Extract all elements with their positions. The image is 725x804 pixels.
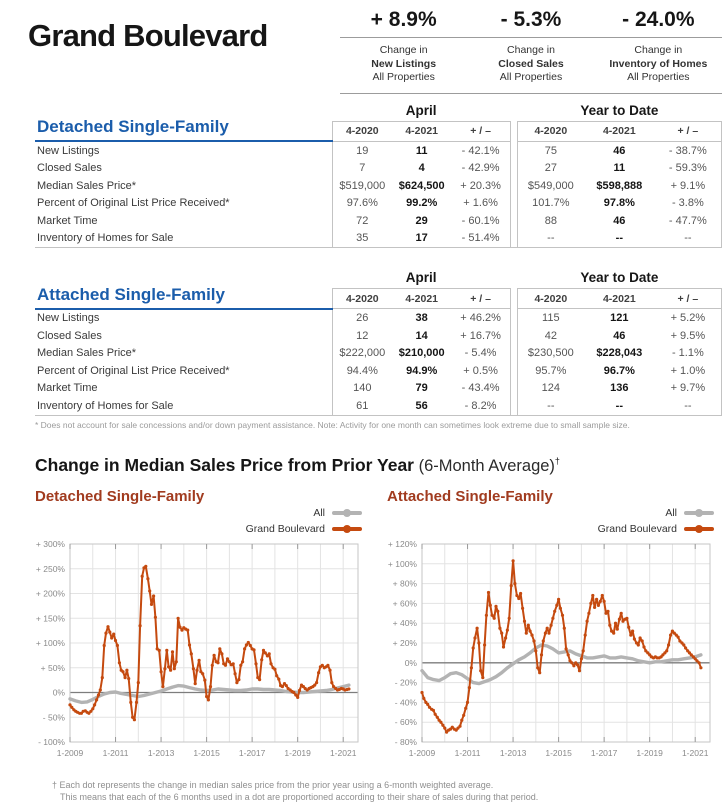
legend-label-subject: Grand Boulevard <box>245 522 325 535</box>
table-row <box>35 345 722 363</box>
svg-text:+ 300%: + 300% <box>35 538 65 549</box>
svg-text:1-2015: 1-2015 <box>545 747 572 758</box>
svg-text:1-2021: 1-2021 <box>329 747 357 758</box>
svg-text:1-2017: 1-2017 <box>238 747 266 758</box>
column-gap <box>510 309 517 328</box>
col-header: + / – <box>452 289 511 309</box>
svg-text:1-2013: 1-2013 <box>499 747 527 758</box>
attached-chart-canvas <box>380 538 720 770</box>
attached-single-family-table <box>35 270 722 416</box>
svg-text:1-2019: 1-2019 <box>284 747 311 758</box>
svg-text:1-2011: 1-2011 <box>102 747 129 758</box>
cell-ytd-change: + 1.0% <box>655 362 722 380</box>
col-header: 4-2021 <box>584 289 655 309</box>
cell-april-change: - 43.4% <box>452 380 511 398</box>
svg-text:+ 50%: + 50% <box>40 662 65 673</box>
cell-ytd-current: -- <box>584 230 655 248</box>
col-header: 4-2021 <box>392 289 452 309</box>
row-label: Closed Sales <box>37 329 102 342</box>
column-gap <box>510 327 517 345</box>
svg-text:1-2021: 1-2021 <box>681 747 709 758</box>
legend-label-all: All <box>665 506 677 519</box>
cell-april-current: 56 <box>392 397 452 415</box>
row-label: New Listings <box>37 144 100 157</box>
column-gap <box>510 103 517 142</box>
cell-ytd-change: - 1.1% <box>655 345 722 363</box>
cell-april-prior: 94.4% <box>332 362 392 380</box>
cell-ytd-current: 11 <box>613 162 626 175</box>
header-stats <box>340 8 722 94</box>
table-row <box>35 380 722 398</box>
svg-text:- 60%: - 60% <box>394 716 417 727</box>
table-row <box>35 230 722 248</box>
cell-ytd-current: 97.8% <box>603 197 635 210</box>
cell-april-prior: 97.6% <box>332 195 392 213</box>
svg-text:1-2013: 1-2013 <box>147 747 175 758</box>
svg-text:- 20%: - 20% <box>394 677 417 688</box>
stat-closed-sales-value: - 5.3% <box>500 8 562 31</box>
cell-ytd-change: + 9.7% <box>655 380 722 398</box>
col-header: 4-2020 <box>332 289 392 309</box>
column-gap <box>510 160 517 178</box>
col-header: + / – <box>655 121 722 141</box>
cell-april-change: - 42.1% <box>452 141 511 160</box>
table-row <box>35 309 722 328</box>
cell-ytd-prior: 124 <box>517 380 584 398</box>
cell-ytd-prior: 101.7% <box>517 195 584 213</box>
col-header: + / – <box>452 121 511 141</box>
table-row <box>35 141 722 160</box>
svg-text:+ 60%: + 60% <box>392 597 417 608</box>
page-title: Grand Boulevard <box>28 18 268 53</box>
cell-ytd-prior: 27 <box>517 160 584 178</box>
cell-ytd-current: 46 <box>613 144 626 157</box>
col-header: 4-2021 <box>584 121 655 141</box>
column-gap <box>510 362 517 380</box>
cell-april-change: + 0.5% <box>452 362 511 380</box>
svg-text:+ 100%: + 100% <box>35 637 65 648</box>
group-header-april: April <box>405 102 437 118</box>
cell-ytd-current: 136 <box>610 382 629 395</box>
svg-text:1-2017: 1-2017 <box>590 747 618 758</box>
cell-april-prior: 26 <box>332 309 392 328</box>
cell-april-change: - 8.2% <box>452 397 511 415</box>
stat-new-listings-value: + 8.9% <box>370 8 437 31</box>
table-row <box>35 195 722 213</box>
detached-single-family-table <box>35 103 722 249</box>
table-row <box>35 327 722 345</box>
group-header-ytd: Year to Date <box>580 102 659 118</box>
cell-ytd-current: $598,888 <box>596 179 643 192</box>
table-title: Detached Single-Family <box>37 117 229 136</box>
cell-april-current: 11 <box>415 144 428 157</box>
column-gap <box>510 345 517 363</box>
all-series-line <box>422 645 701 684</box>
table-title: Attached Single-Family <box>37 284 225 304</box>
cell-april-change: - 51.4% <box>452 230 511 248</box>
column-gap <box>510 397 517 415</box>
cell-april-prior: 19 <box>332 141 392 160</box>
col-header: 4-2021 <box>392 121 452 141</box>
column-gap <box>510 230 517 248</box>
table-row <box>35 160 722 178</box>
cell-ytd-current: 121 <box>610 312 629 324</box>
detached-chart-canvas <box>28 538 368 770</box>
svg-text:+ 40%: + 40% <box>392 617 417 628</box>
cell-april-prior: 12 <box>332 327 392 345</box>
detached-chart-block <box>28 488 368 770</box>
row-label: Percent of Original List Price Received* <box>37 364 230 377</box>
chart-legend <box>246 505 362 537</box>
cell-april-prior: $222,000 <box>332 345 392 363</box>
cell-april-current: 94.9% <box>406 364 438 377</box>
cell-april-current: $624,500 <box>398 179 445 192</box>
column-gap <box>510 195 517 213</box>
group-header-april: April <box>405 270 437 285</box>
cell-ytd-change: + 9.5% <box>655 327 722 345</box>
cell-april-current: $210,000 <box>398 347 445 360</box>
cell-ytd-prior: -- <box>517 230 584 248</box>
cell-ytd-change: -- <box>655 230 722 248</box>
cell-april-change: + 20.3% <box>452 177 511 195</box>
stat-inventory-value: - 24.0% <box>622 8 695 31</box>
cell-ytd-change: - 47.7% <box>655 212 722 230</box>
svg-text:- 100%: - 100% <box>38 736 65 747</box>
cell-april-current: 14 <box>415 329 428 342</box>
row-label: Median Sales Price* <box>37 347 137 360</box>
cell-april-current: 99.2% <box>406 197 438 210</box>
col-header: + / – <box>655 289 722 309</box>
cell-ytd-prior: $549,000 <box>517 177 584 195</box>
grand-boulevard-series-swatch-icon <box>332 527 362 531</box>
svg-text:0%: 0% <box>52 687 65 697</box>
cell-ytd-prior: 95.7% <box>517 362 584 380</box>
cell-ytd-prior: 115 <box>517 309 584 328</box>
chart-section-title: Change in Median Sales Price from Prior Year (6-Month Average)† <box>35 454 560 475</box>
cell-april-prior: 140 <box>332 380 392 398</box>
cell-ytd-change: + 5.2% <box>655 309 722 328</box>
cell-ytd-change: -- <box>655 397 722 415</box>
grand-boulevard-series-line <box>422 560 701 731</box>
cell-april-change: + 16.7% <box>452 327 511 345</box>
cell-ytd-current: $228,043 <box>596 347 643 360</box>
table-row <box>35 397 722 415</box>
stat-closed-sales-label: Change in Closed Sales All Properties <box>498 44 564 83</box>
row-label: New Listings <box>37 312 100 325</box>
column-gap <box>510 380 517 398</box>
cell-ytd-change: - 59.3% <box>655 160 722 178</box>
cell-april-change: + 46.2% <box>452 309 511 328</box>
svg-text:1-2019: 1-2019 <box>636 747 663 758</box>
svg-text:+ 200%: + 200% <box>35 588 65 598</box>
chart-title: Detached Single-Family <box>35 487 205 505</box>
svg-text:+ 100%: + 100% <box>387 558 417 569</box>
cell-april-prior: $519,000 <box>332 177 392 195</box>
all-series-swatch-icon <box>332 511 362 515</box>
column-gap <box>510 270 517 309</box>
chart-legend <box>598 505 714 537</box>
svg-text:0%: 0% <box>404 657 417 668</box>
cell-ytd-prior: 75 <box>517 141 584 160</box>
svg-text:1-2015: 1-2015 <box>193 747 220 758</box>
cell-april-current: 29 <box>415 214 428 227</box>
cell-ytd-prior: 88 <box>517 212 584 230</box>
svg-text:1-2009: 1-2009 <box>56 747 84 758</box>
row-label: Percent of Original List Price Received* <box>37 197 230 210</box>
svg-text:- 50%: - 50% <box>42 711 65 722</box>
cell-april-change: - 5.4% <box>452 345 511 363</box>
row-label: Closed Sales <box>37 162 102 175</box>
row-label: Median Sales Price* <box>37 179 137 192</box>
cell-april-change: + 1.6% <box>452 195 511 213</box>
cell-ytd-current: 96.7% <box>603 364 635 377</box>
report-header <box>0 0 725 94</box>
table-row <box>35 212 722 230</box>
cell-ytd-current: 46 <box>613 329 626 342</box>
svg-text:- 80%: - 80% <box>394 736 417 747</box>
cell-april-prior: 7 <box>332 160 392 178</box>
legend-label-all: All <box>313 506 325 519</box>
cell-ytd-current: 46 <box>613 214 626 227</box>
all-series-swatch-icon <box>684 511 714 515</box>
row-label: Inventory of Homes for Sale <box>35 230 332 248</box>
cell-april-prior: 35 <box>332 230 392 248</box>
legend-label-subject: Grand Boulevard <box>597 522 677 535</box>
svg-text:+ 80%: + 80% <box>392 578 417 589</box>
cell-april-current: 4 <box>418 162 425 175</box>
chart-footnotes: † Each dot represents the change in median sales price from the prior year using a 6-month weighted average. This means that each of the 6 months used in a dot are proportioned according to their share of sales during that period. <box>52 779 539 802</box>
svg-text:1-2009: 1-2009 <box>408 747 436 758</box>
table-footnote: * Does not account for sale concessions and/or down payment assistance. Note: Activity for one month can sometimes look extreme due to small sample size. <box>35 419 630 430</box>
cell-april-change: - 60.1% <box>452 212 511 230</box>
cell-ytd-current: -- <box>584 397 655 415</box>
cell-ytd-change: + 9.1% <box>655 177 722 195</box>
grand-boulevard-series-swatch-icon <box>684 527 714 531</box>
cell-april-prior: 72 <box>332 212 392 230</box>
group-header-ytd: Year to Date <box>580 270 659 285</box>
cell-ytd-prior: $230,500 <box>517 345 584 363</box>
cell-ytd-prior: 42 <box>517 327 584 345</box>
cell-april-current: 17 <box>392 230 452 248</box>
svg-text:+ 150%: + 150% <box>35 612 65 623</box>
table-row <box>35 362 722 380</box>
column-gap <box>510 141 517 160</box>
table-row <box>35 177 722 195</box>
col-header: 4-2020 <box>332 121 392 141</box>
cell-ytd-change: - 3.8% <box>655 195 722 213</box>
row-label: Market Time <box>37 382 98 395</box>
cell-april-current: 79 <box>415 382 428 395</box>
cell-ytd-prior: -- <box>517 397 584 415</box>
svg-text:1-2011: 1-2011 <box>454 747 481 758</box>
svg-text:+ 120%: + 120% <box>387 538 417 549</box>
cell-ytd-change: - 38.7% <box>655 141 722 160</box>
svg-text:+ 20%: + 20% <box>392 637 417 648</box>
dagger-mark: † <box>554 455 560 466</box>
charts-row <box>28 488 725 770</box>
stat-inventory-label: Change in Inventory of Homes All Properties <box>609 44 708 83</box>
svg-text:- 40%: - 40% <box>394 696 417 707</box>
row-label: Inventory of Homes for Sale <box>35 397 332 415</box>
row-label: Market Time <box>37 214 98 227</box>
chart-title: Attached Single-Family <box>387 487 553 505</box>
stat-new-listings-label: Change in New Listings All Properties <box>371 44 437 83</box>
attached-chart-block <box>380 488 720 770</box>
column-gap <box>510 212 517 230</box>
column-gap <box>510 177 517 195</box>
col-header: 4-2020 <box>517 289 584 309</box>
cell-april-prior: 61 <box>332 397 392 415</box>
cell-april-current: 38 <box>415 312 428 324</box>
svg-text:+ 250%: + 250% <box>35 563 65 574</box>
col-header: 4-2020 <box>517 121 584 141</box>
cell-april-change: - 42.9% <box>452 160 511 178</box>
